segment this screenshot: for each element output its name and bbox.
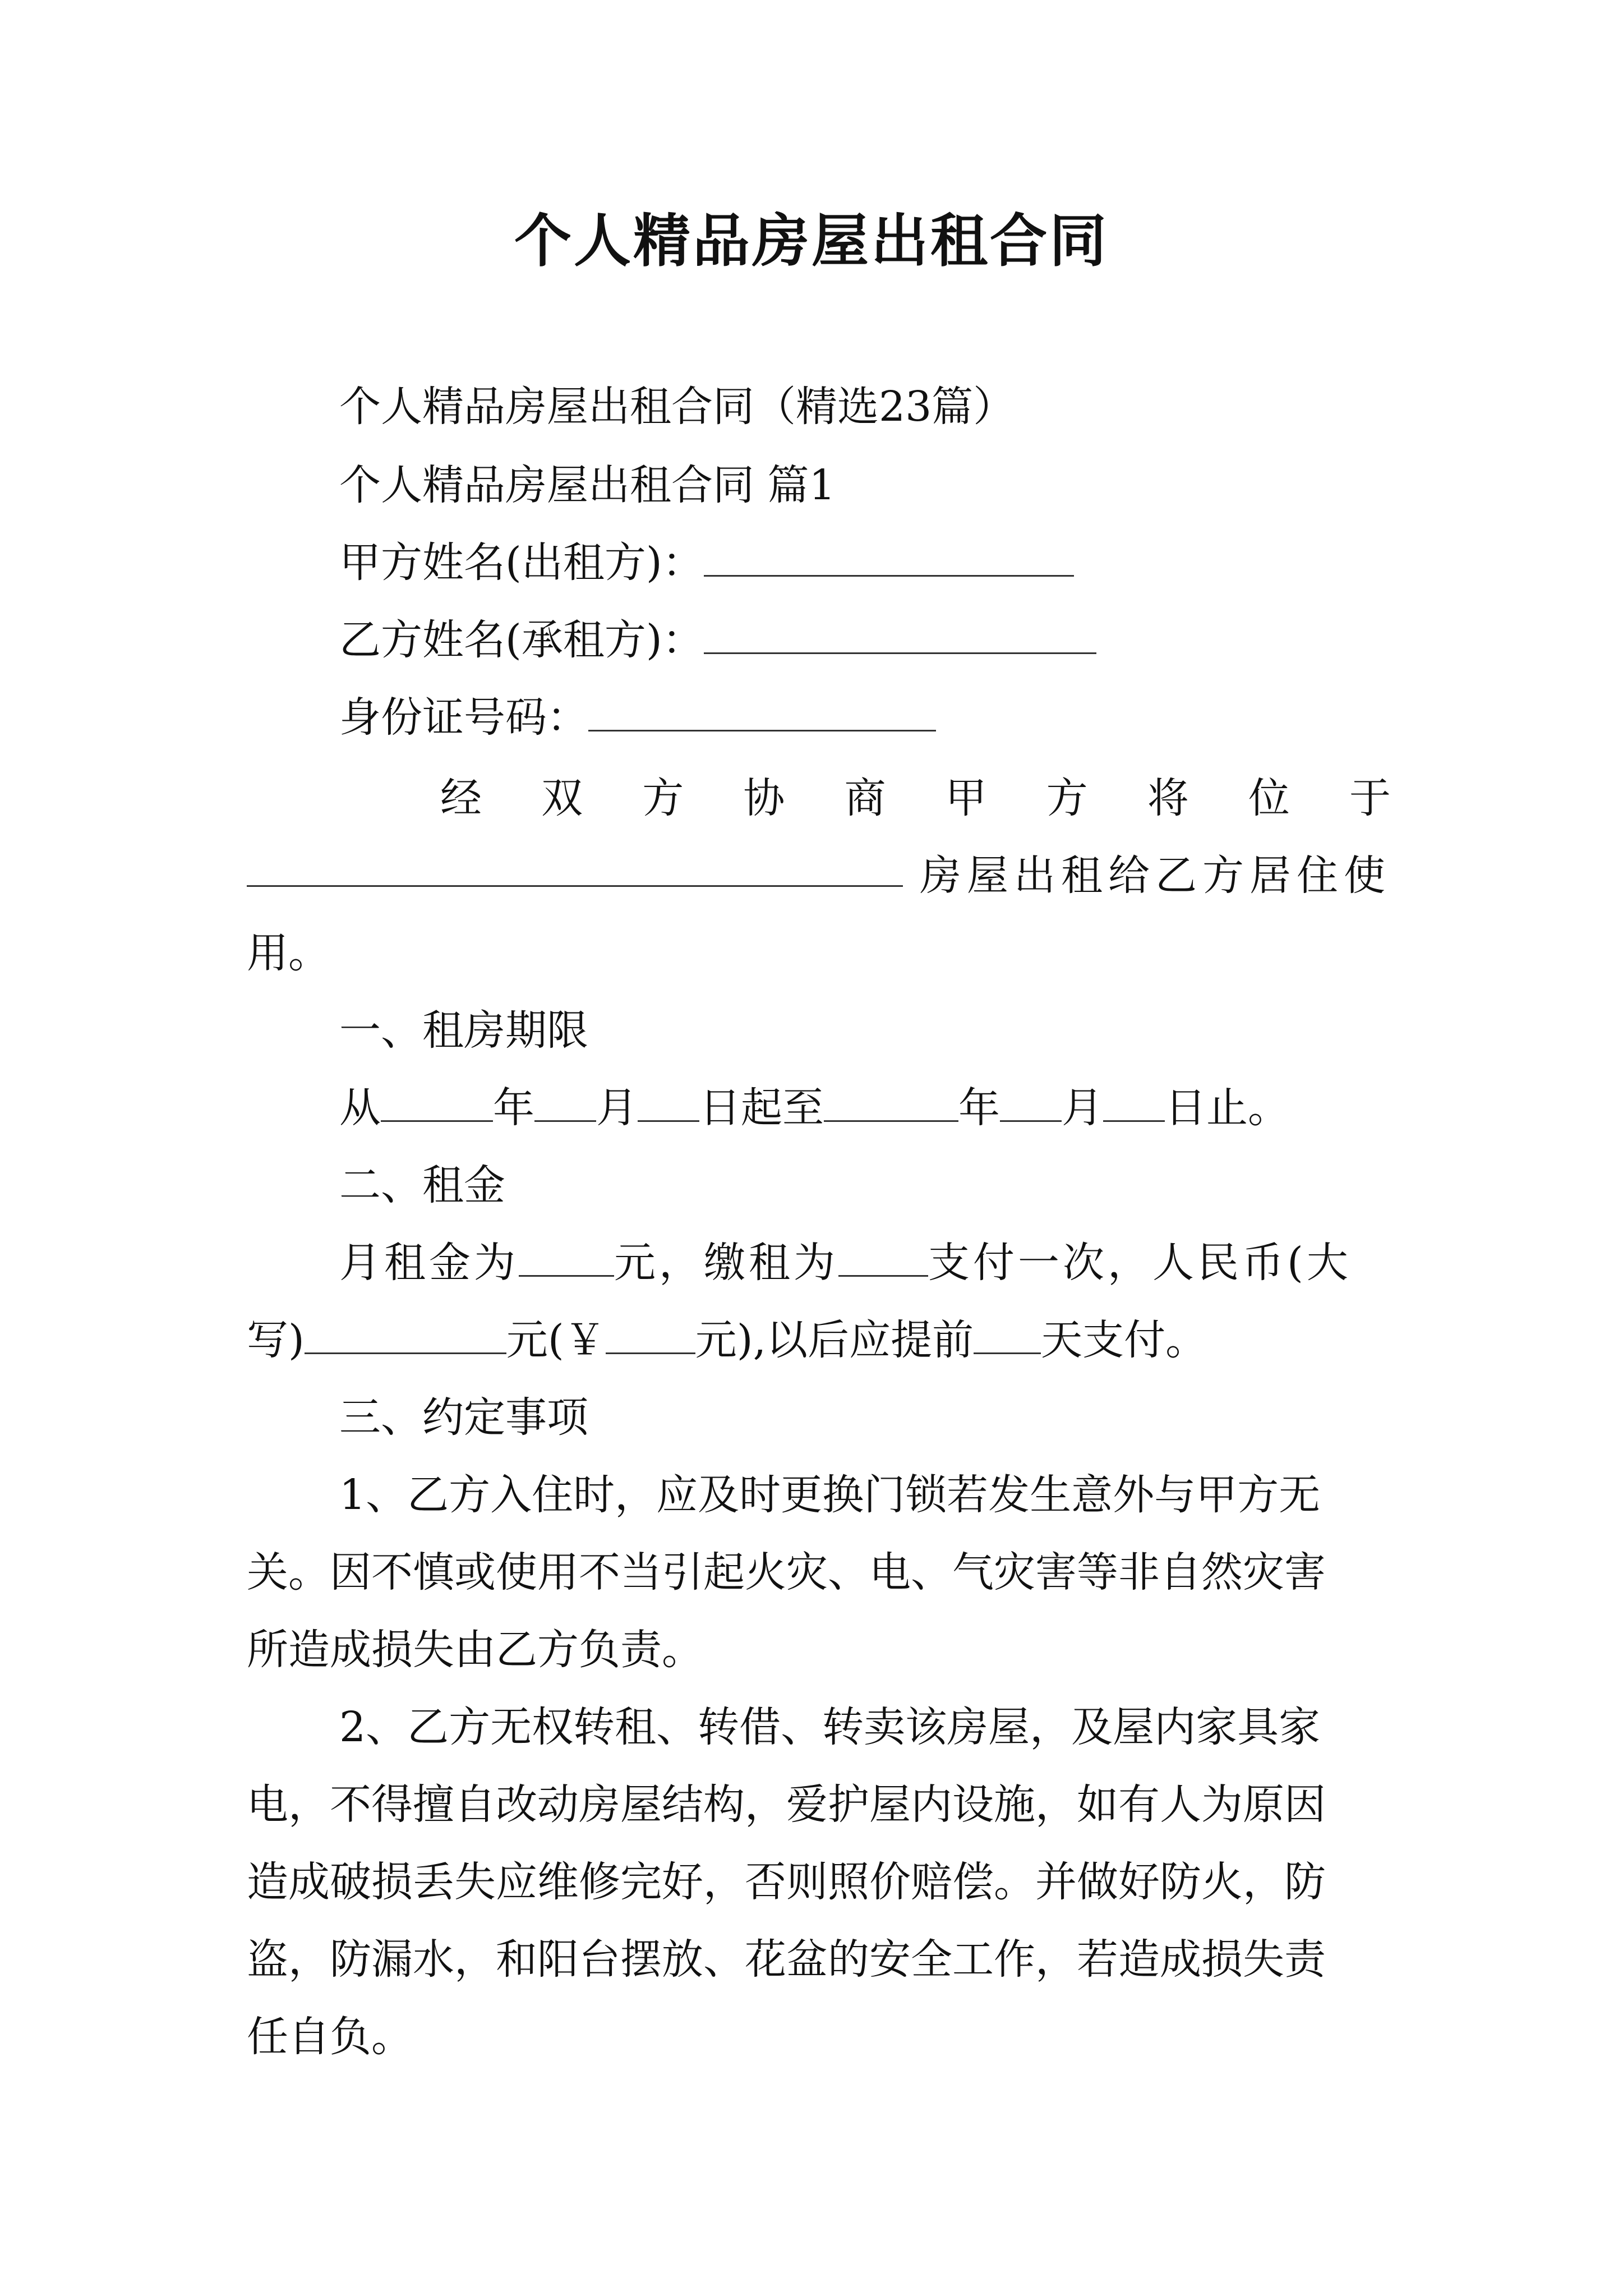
amount-words-blank [305,1318,506,1354]
intro-char: 将 [1147,774,1189,822]
start-day-blank [638,1085,699,1122]
intro-char: 于 [1349,774,1391,822]
advance-days-blank [974,1318,1041,1354]
term-year-2: 年 [958,1084,1000,1132]
section-3-heading: 三、约定事项 [339,1393,588,1442]
intro-row-2 [247,850,1391,901]
intro-tail: 房屋出租给乙方居住使 [920,852,1391,900]
party-b-blank [704,618,1096,654]
item-2-line: 2、乙方无权转租、转借、转卖该房屋，及屋内家具家 [339,1703,1321,1751]
party-b-label: 乙方姓名(承租方)： [339,616,704,664]
item-2-line: 盗，防漏水，和阳台摆放、花盆的安全工作，若造成损失责 [247,1935,1326,1984]
rent-text-1: 月租金为 [339,1239,519,1287]
start-month-blank [534,1085,596,1122]
item-2-line: 电，不得擅自改动房屋结构，爱护屋内设施，如有人为原因 [247,1780,1326,1829]
term-month: 月 [596,1084,638,1132]
term-day-from: 日起至 [699,1084,824,1132]
rent-row-2 [247,1315,1391,1365]
party-b-row [247,615,1391,665]
intro-spread-row [247,773,1391,823]
intro-char: 方 [1046,774,1088,822]
amount-number-blank [606,1318,695,1354]
party-a-label: 甲方姓名(出租方)： [339,539,704,587]
rent-text-2: 元，缴租为 [614,1239,838,1287]
chapter-heading: 个人精品房屋出租合同 篇1 [339,461,836,509]
party-a-blank [704,540,1074,577]
intro-end: 用。 [247,929,330,977]
term-day-end: 日止。 [1165,1084,1289,1132]
subtitle: 个人精品房屋出租合同（精选23篇） [339,383,1015,431]
intro-char: 商 [844,774,886,822]
intro-char: 经 [440,774,482,822]
intro-char: 甲 [945,774,987,822]
intro-char: 方 [642,774,684,822]
intro-char: 位 [1248,774,1290,822]
id-row [247,692,1391,743]
document-title: 个人精品房屋出租合同 [514,208,1109,275]
rent-row-1 [247,1237,1391,1288]
section-2-heading: 二、租金 [339,1161,505,1209]
location-blank [247,850,903,887]
rent-text-4: 写) [247,1316,305,1364]
section-1-heading: 一、租房期限 [339,1006,588,1055]
item-1-line: 关。因不慎或使用不当引起火灾、电、气灾害等非自然灾害 [247,1548,1326,1596]
payment-period-blank [838,1240,928,1277]
id-label: 身份证号码： [339,693,588,742]
term-month-2: 月 [1062,1084,1103,1132]
start-year-blank [381,1085,493,1122]
rent-text-5: 元(￥ [506,1316,606,1364]
rent-text-3: 支付一次，人民币(大 [928,1239,1352,1287]
rent-text-7: 天支付。 [1041,1316,1207,1364]
item-2-line: 造成破损丢失应维修完好，否则照价赔偿。并做好防火，防 [247,1858,1326,1906]
id-blank [588,695,936,731]
term-row [247,1083,1391,1133]
end-day-blank [1103,1085,1165,1122]
intro-char: 协 [743,774,785,822]
item-1-line: 1、乙方入住时，应及时更换门锁若发生意外与甲方无 [339,1471,1321,1519]
term-year: 年 [493,1084,534,1132]
monthly-rent-blank [519,1240,614,1277]
rent-text-6: 元),以后应提前 [695,1316,974,1364]
item-1-line: 所造成损失由乙方负责。 [247,1626,703,1674]
item-2-line: 任自负。 [247,2013,413,2061]
end-month-blank [1000,1085,1062,1122]
end-year-blank [824,1085,958,1122]
party-a-row [247,537,1391,588]
intro-char: 双 [541,774,583,822]
term-from: 从 [339,1084,381,1132]
